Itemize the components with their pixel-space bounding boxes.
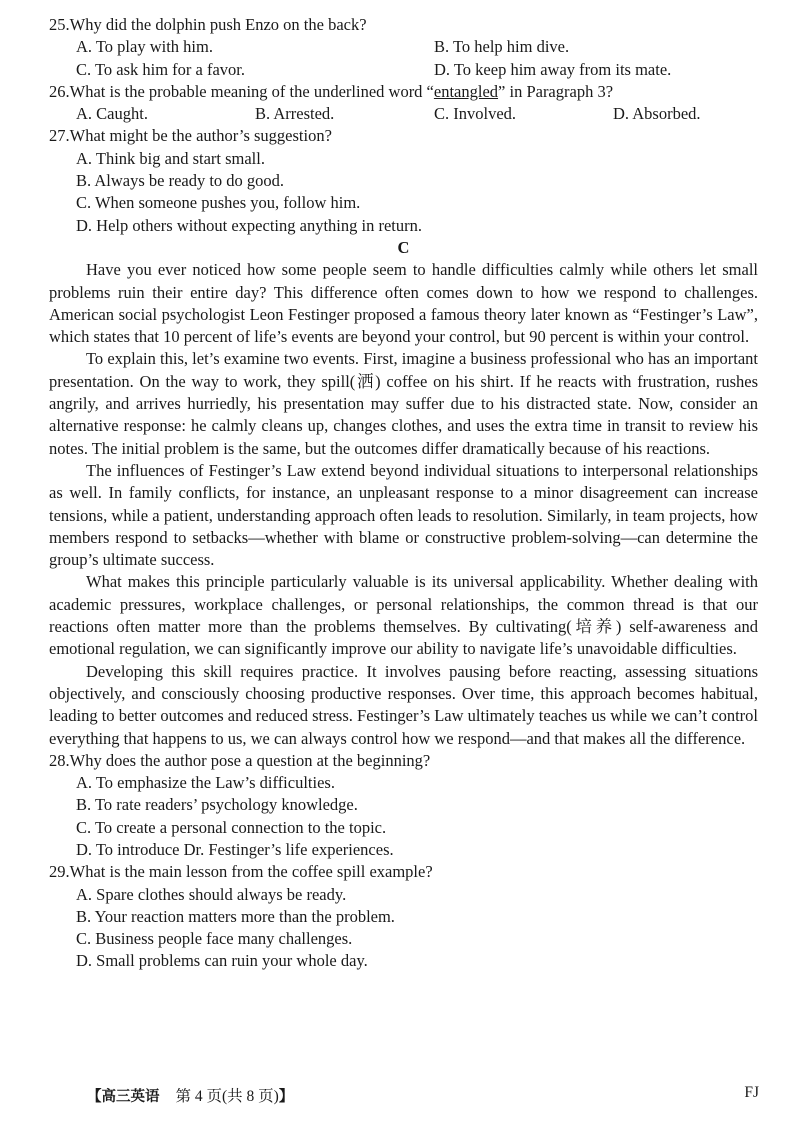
passage-paragraph-2: To explain this, let’s examine two events. First, imagine a business professional who has an important presentation. On the way to work, they spill(洒) coffee on his shirt. If he reacts with frustration, rushes angrily, and arrives hurriedly, his presentation may suffer due to his distracted state. Now, consider an alternative response: he calmly cleans up, changes clothes, and uses the extra time in transit to review his notes. The initial problem is the same, but the outcomes differ dramatically because of his reactions. — [49, 349, 758, 458]
passage-paragraph-3: The influences of Festinger’s Law extend beyond individual situations to interpersonal relationships as well. In family conflicts, for instance, an unpleasant response to a minor disagreement can increase tensions, while a patient, understanding approach often leads to resolution. Similarly, in team projects, how members respond to setbacks—whether with blame or constructive problem-solving—can determine the group’s ultimate success. — [49, 460, 758, 570]
option-d: D. Help others without expecting anything in return. — [76, 215, 422, 235]
passage-paragraph-4: What makes this principle particularly valuable is its universal applicability. Whether dealing with academic pressures, workplace challenges, or personal relationships, the common thread is that our reactions often matter more than the problems themselves. By cultivating(培养) self-awareness and emotional regulation, we can significantly improve our ability to navigate life’s unavoidable difficulties. — [49, 572, 758, 659]
footer-page-number: 第 4 页(共 8 页) — [175, 1088, 279, 1105]
footer-code: FJ — [744, 1084, 759, 1101]
reading-passage — [49, 259, 758, 750]
option-b: B. Arrested. — [255, 104, 335, 124]
option-b: B. To help him dive. — [434, 37, 570, 57]
question-text: What is the main lesson from the coffee spill example? — [69, 862, 433, 882]
option-c: C. Involved. — [434, 104, 517, 124]
exam-page — [49, 14, 758, 973]
question-number: 28. — [49, 750, 70, 770]
option-b: B. Always be ready to do good. — [76, 171, 285, 191]
question-number: 25. — [49, 15, 70, 34]
question-25 — [49, 14, 758, 81]
option-a: A. To emphasize the Law’s difficulties. — [76, 773, 335, 793]
question-text: What is the probable meaning of the underlined word “entangled” in Paragraph 3? — [69, 81, 614, 101]
option-a: A. Spare clothes should always be ready. — [76, 884, 347, 904]
option-b: B. Your reaction matters more than the problem. — [76, 906, 395, 926]
option-d: D. To introduce Dr. Festinger’s life experiences. — [76, 839, 394, 859]
passage-paragraph-5: Developing this skill requires practice. It involves pausing before reacting, assessing situations objectively, and consciously choosing productive responses. Over time, this approach becomes habitual, leading to better outcomes and reduced stress. Festinger’s Law ultimately teaches us while we can’t control everything that happens to us, we can always control how we respond—and that makes all the difference. — [49, 661, 758, 748]
option-c: C. To create a personal connection to the topic. — [76, 817, 387, 837]
option-d: D. To keep him away from its mate. — [434, 59, 672, 79]
option-a: A. Caught. — [76, 104, 148, 124]
question-26 — [49, 81, 758, 126]
option-a: A. Think big and start small. — [76, 148, 265, 168]
option-a: A. To play with him. — [76, 37, 213, 57]
question-number: 26. — [49, 81, 70, 101]
section-heading: C — [397, 237, 410, 257]
option-c: C. To ask him for a favor. — [76, 59, 246, 79]
footer-subject: 高三英语 — [101, 1089, 160, 1105]
question-28 — [49, 750, 758, 861]
option-b: B. To rate readers’ psychology knowledge. — [76, 795, 358, 815]
option-d: D. Absorbed. — [613, 104, 701, 124]
footer-page-info — [87, 1084, 293, 1106]
question-text: What might be the author’s suggestion? — [69, 126, 332, 146]
question-number: 29. — [49, 862, 70, 882]
question-27 — [49, 125, 758, 236]
option-c: C. Business people face many challenges. — [76, 929, 353, 949]
page-footer — [87, 1084, 759, 1106]
footer-bracket-close: 】 — [278, 1089, 294, 1105]
passage-paragraph-1: Have you ever noticed how some people seem to handle difficulties calmly while others let small problems ruin their entire day? This difference often comes down to how we respond to challenges. American social psychologist Leon Festinger proposed a famous theory later known as “Festinger’s Law”, which states that 10 percent of life’s events are beyond your control, but 90 percent is within your control. — [49, 260, 758, 347]
footer-bracket-open: 【 — [87, 1089, 102, 1105]
question-text: Why did the dolphin push Enzo on the back? — [69, 15, 367, 34]
question-number: 27. — [49, 126, 70, 146]
question-29 — [49, 861, 758, 972]
option-d: D. Small problems can ruin your whole day. — [76, 951, 368, 971]
question-text: Why does the author pose a question at the beginning? — [69, 750, 431, 770]
underlined-word: entangled — [433, 81, 499, 101]
option-c: C. When someone pushes you, follow him. — [76, 193, 361, 213]
